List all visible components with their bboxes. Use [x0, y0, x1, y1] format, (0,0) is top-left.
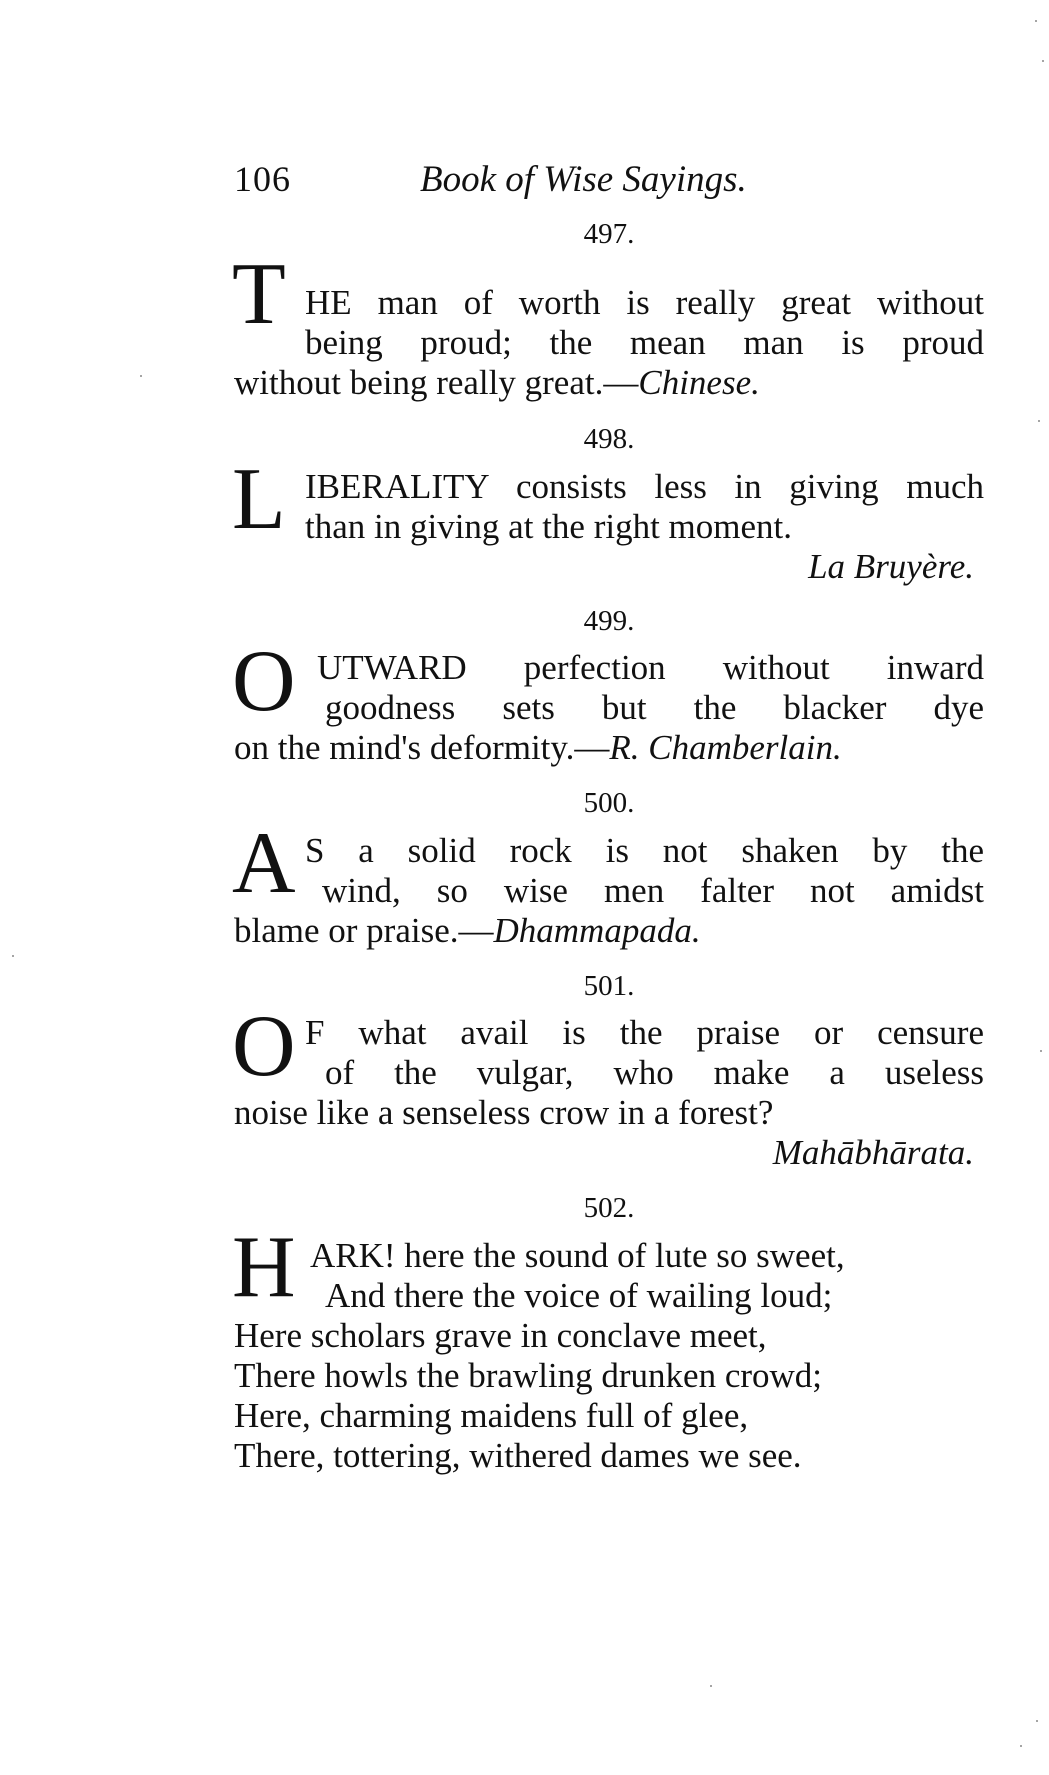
scan-speck — [1035, 20, 1037, 22]
entry-500-line-2: wind, so wise men falter not amidst — [322, 871, 984, 910]
entry-497-line-1: HE man of worth is really great without — [305, 283, 984, 322]
scan-speck — [1020, 1745, 1022, 1747]
entry-498-line-1: IBERALITY consists less in giving much — [305, 467, 984, 506]
verse-502-line-5: Here, charming maidens full of glee, — [234, 1396, 749, 1435]
entry-number-499: 499. — [583, 605, 635, 637]
drop-cap-497: T — [232, 246, 286, 343]
entry-499-line-3 — [234, 728, 984, 768]
scan-speck — [1040, 1050, 1042, 1052]
drop-cap-498: L — [232, 451, 286, 548]
entry-497-line-2: being proud; the mean man is proud — [305, 323, 984, 362]
entry-498-line-2: than in giving at the right moment. — [305, 507, 793, 546]
drop-cap-499: O — [232, 633, 296, 730]
attribution-497: Chinese. — [638, 363, 760, 402]
entry-497-line-3-text: without being really great.— — [234, 363, 639, 402]
attribution-498: La Bruyère. — [808, 547, 974, 586]
entry-number-500: 500. — [583, 787, 635, 819]
verse-502-line-3: Here scholars grave in conclave meet, — [234, 1316, 767, 1355]
entry-number-498: 498. — [583, 423, 635, 455]
drop-cap-501: O — [232, 998, 296, 1095]
attribution-501: Mahābhārata. — [772, 1133, 974, 1172]
verse-502-line-2: And there the voice of wailing loud; — [325, 1276, 833, 1315]
entry-499-line-1: UTWARD perfection without inward — [317, 648, 984, 687]
entry-501-line-2: of the vulgar, who make a useless — [325, 1053, 984, 1092]
attribution-499: R. Chamberlain. — [609, 728, 842, 767]
entry-497-line-3 — [234, 363, 984, 403]
entry-number-502: 502. — [583, 1192, 635, 1224]
entry-501-line-1: F what avail is the praise or censure — [305, 1013, 984, 1052]
entry-500-line-3-text: blame or praise.— — [234, 911, 494, 950]
scan-speck — [1038, 420, 1040, 422]
attribution-500: Dhammapada. — [493, 911, 701, 950]
verse-502-line-6: There, tottering, withered dames we see. — [234, 1436, 802, 1475]
entry-500-line-3 — [234, 911, 984, 951]
entry-499-line-3-text: on the mind's deformity.— — [234, 728, 610, 767]
scan-speck — [1042, 60, 1044, 62]
scan-speck — [710, 1685, 712, 1687]
page-number: 106 — [234, 159, 291, 199]
drop-cap-502: H — [232, 1219, 296, 1316]
entry-499-line-2: goodness sets but the blacker dye — [325, 688, 984, 727]
scan-speck — [140, 375, 142, 377]
running-title: Book of Wise Sayings. — [420, 159, 747, 200]
verse-502-line-1: ARK! here the sound of lute so sweet, — [310, 1236, 845, 1275]
entry-number-501: 501. — [583, 970, 635, 1002]
entry-501-line-3: noise like a senseless crow in a forest? — [234, 1093, 774, 1132]
page-header — [234, 158, 984, 208]
verse-502-line-4: There howls the brawling drunken crowd; — [234, 1356, 823, 1395]
scan-speck — [12, 955, 14, 957]
entry-500-line-1: S a solid rock is not shaken by the — [305, 831, 984, 870]
drop-cap-500: A — [232, 815, 296, 912]
scan-speck — [1036, 1720, 1038, 1722]
entry-number-497: 497. — [583, 218, 635, 250]
